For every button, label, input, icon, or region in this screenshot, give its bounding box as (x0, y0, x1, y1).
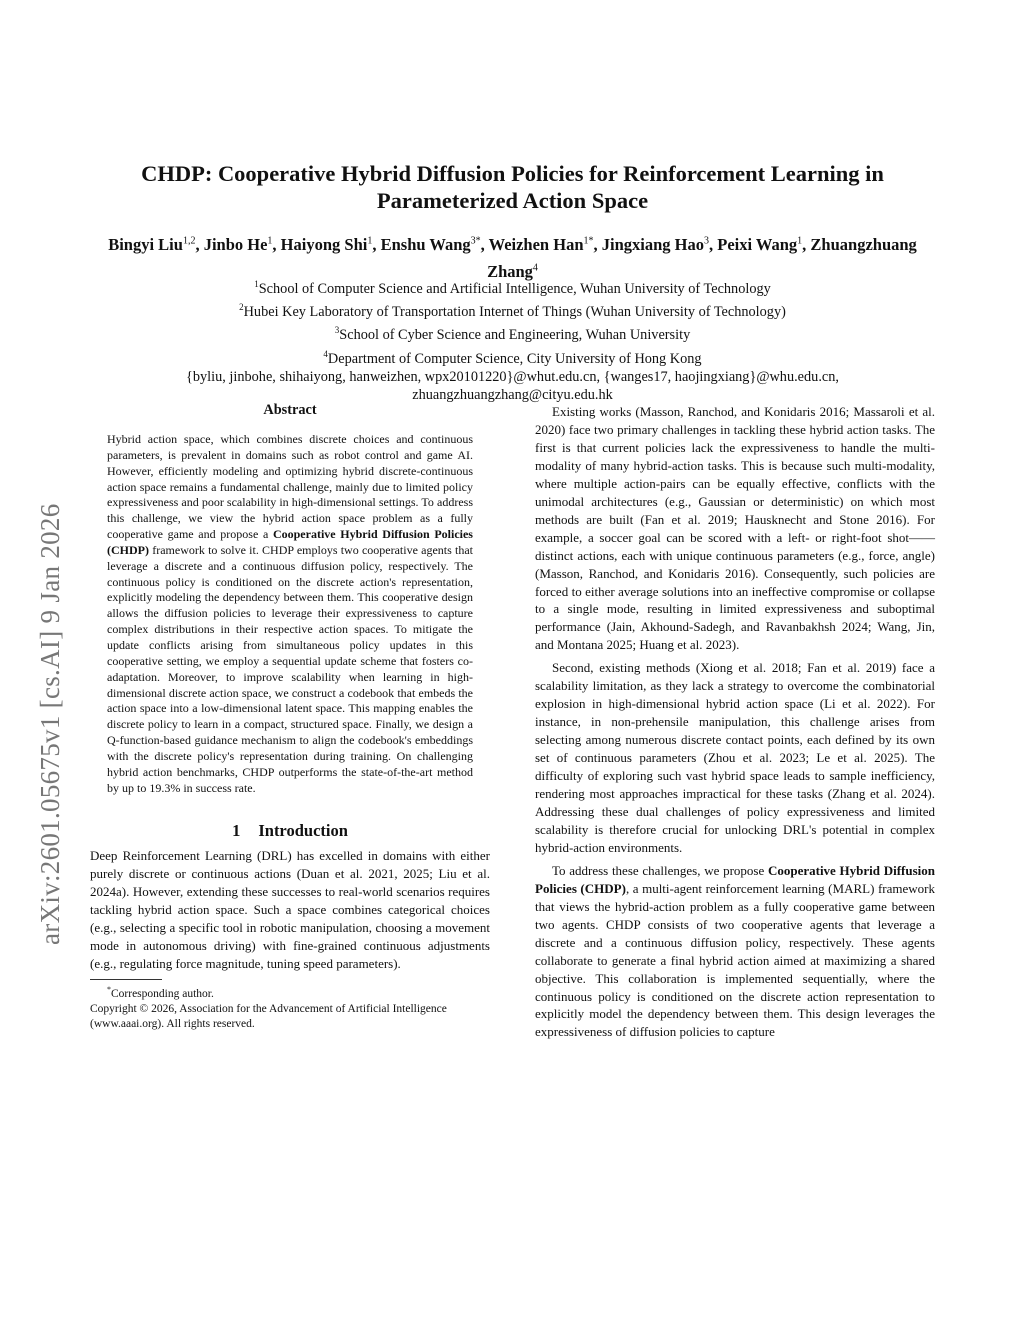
email-line-2: zhuangzhuangzhang@cityu.edu.hk (412, 387, 613, 404)
author: Jingxiang Hao$^3$, (601, 234, 718, 254)
affiliation: $^3$School of Cyber Science and Engineering, Wuhan University (334, 325, 691, 344)
body-paragraph: Second, existing methods (Xiong et al. 2018; Fan et al. 2019) face a scalability limitation, as they lack a strategy to overcome the combinatorial explosion in high-dimensional hybrid action space (Li et al. 2022). For instance, in non-prehensile manipulation, this challenge arises from selecting among numerous discrete contact points, each defined by its own set of continuous parameters (Zhou et al. 2023; Le et al. 2025). The difficulty of exploring such vast hybrid space leads to sample inefficiency, rendering most approaches impractical for these tasks (Zhang et al. 2024). Addressing these dual challenges of policy expressiveness and limited scalability is therefore crucial for unlocking DRL's potential in complex hybrid-action environments. (535, 660, 935, 855)
affiliation: $^2$Hubei Key Laboratory of Transportation Internet of Things (Wuhan University of Technology) (239, 302, 786, 320)
author: Peixi Wang$^1$, (717, 234, 811, 254)
author: Jinbo He$^1$, (203, 234, 281, 254)
arxiv-stamp: arXiv:2601.05675v1 [cs.AI] 9 Jan 2026 (35, 503, 65, 945)
left-column (90, 400, 490, 1032)
footnote-rule (90, 979, 162, 980)
title-line-2: Parameterized Action Space (376, 188, 649, 213)
author: Bingyi Liu$^{1,2}$, (108, 234, 204, 254)
intro-paragraph: Deep Reinforcement Learning (DRL) has excelled in domains with either purely discrete or continuous actions (Duan et al. 2021, 2025; Liu et al. 2024a). However, extending these successes to real-world scenarios requires tackling hybrid action space. Such a space combines categorical choices (e.g., selecting a specific tool in robotic manipulation, choosing a movement mode in autonomous driving) with fine-grained continuous adjustments (e.g., regulating force magnitude, tuning speed parameters). (90, 848, 490, 972)
copyright-note: Copyright © 2026, Association for the Advancement of Artificial Intelligence (www.aaai.org). All rights reserved. (90, 1002, 447, 1030)
right-column (535, 403, 935, 1041)
affiliation: $^4$Department of Computer Science, City University of Hong Kong (323, 348, 702, 367)
abstract-heading: Abstract (263, 402, 317, 418)
body-paragraph: To address these challenges, we propose Cooperative Hybrid Diffusion Policies (CHDP), a multi-agent reinforcement learning (MARL) framework that views the hybrid-action problem as a fully cooperative game between two agents. CHDP consists of two cooperative agents that leverage a discrete and a continuous diffusion policy, respectively. These agents collaborate to generate a final hybrid action aimed at maximizing a shared objective. This collaboration is implemented sequentially, where the continuous policy is conditioned on the discrete action representation to explicitly model the dependency between them. This design leverages the expressiveness of diffusion policies to capture (535, 862, 935, 1040)
section-heading-introduction: 1 Introduction (232, 821, 348, 841)
author: Haiyong Shi$^1$, (280, 234, 381, 254)
corresponding-note: *Corresponding author. (107, 985, 214, 1000)
footnote (90, 982, 490, 1032)
paper-title (90, 160, 935, 214)
affiliation: $^1$School of Computer Science and Artificial Intelligence, Wuhan University of Technology (254, 279, 771, 297)
body-paragraph: Existing works (Masson, Ranchod, and Konidaris 2016; Massaroli et al. 2020) face two primary challenges in tackling these hybrid action tasks. The first is that current policies lack the expressiveness to handle the multi-modality of many hybrid-action tasks. This is because such multi-modality, where multiple action-pairs can be equally effective, conflicts with the unimodal architectures (e.g., Gaussian or deterministic) on which most methods are built (Fan et al. 2019; Hausknecht and Stone 2016). For example, a soccer goal can be scored with a left- or right-foot shot——distinct actions, each with unique continuous parameters (e.g., force, angle) (Masson, Ranchod, and Konidaris 2016). Consequently, such policies are forced to either average solutions into an ineffective compromise or collapse to a single mode, resulting in limited expressiveness and suboptimal performance (Jain, Akhound-Sadegh, and Ravanbakhsh 2024; Wang, Jin, and Montana 2025; Huang et al. 2023). (535, 404, 935, 653)
author: Enshu Wang$^{3*}$, (380, 234, 489, 254)
abstract-body: Hybrid action space, which combines discrete choices and continuous parameters, is prevalent in domains such as robot control and game AI. However, efficiently modeling and optimizing hybrid discrete-continuous action space remains a fundamental challenge, mainly due to limited policy expressiveness and poor scalability in high-dimensional settings. To address this challenge, we view the hybrid action space problem as a fully cooperative game and propose a Cooperative Hybrid Diffusion Policies (CHDP) framework to solve it. CHDP employs two cooperative agents that leverage a discrete and a continuous diffusion policy, respectively. The continuous policy is conditioned on the discrete action's representation, explicitly modeling the dependency between them. This cooperative design allows the diffusion policies to leverage their expressiveness to capture complex distributions in their respective action spaces. To mitigate the update conflicts arising from simultaneous policy updates in this cooperative setting, we employ a sequential update scheme that fosters co-adaptation. Moreover, to improve scalability when learning in high-dimensional discrete action space, we construct a codebook that embeds the action space into a low-dimensional latent space. This mapping enables the discrete policy to learn in a compact, structured space. Finally, we design a Q-function-based guidance mechanism to align the codebook's embeddings with the discrete policy's representation during training. On challenging hybrid action benchmarks, CHDP outperforms the state-of-the-art method by up to 19.3% in success rate. (107, 432, 473, 795)
title-line-1: CHDP: Cooperative Hybrid Diffusion Policies for Reinforcement Learning in (141, 161, 884, 186)
author: Weizhen Han$^{1*}$, (488, 234, 602, 254)
email-line-1: {byliu, jinbohe, shihaiyong, hanweizhen, wpx20101220}@whut.edu.cn, {wanges17, haojingxiang}@whu.edu.cn, (186, 368, 839, 385)
affiliations (90, 275, 935, 405)
author: Zhuangzhuang Zhang$^4$ (487, 234, 917, 281)
